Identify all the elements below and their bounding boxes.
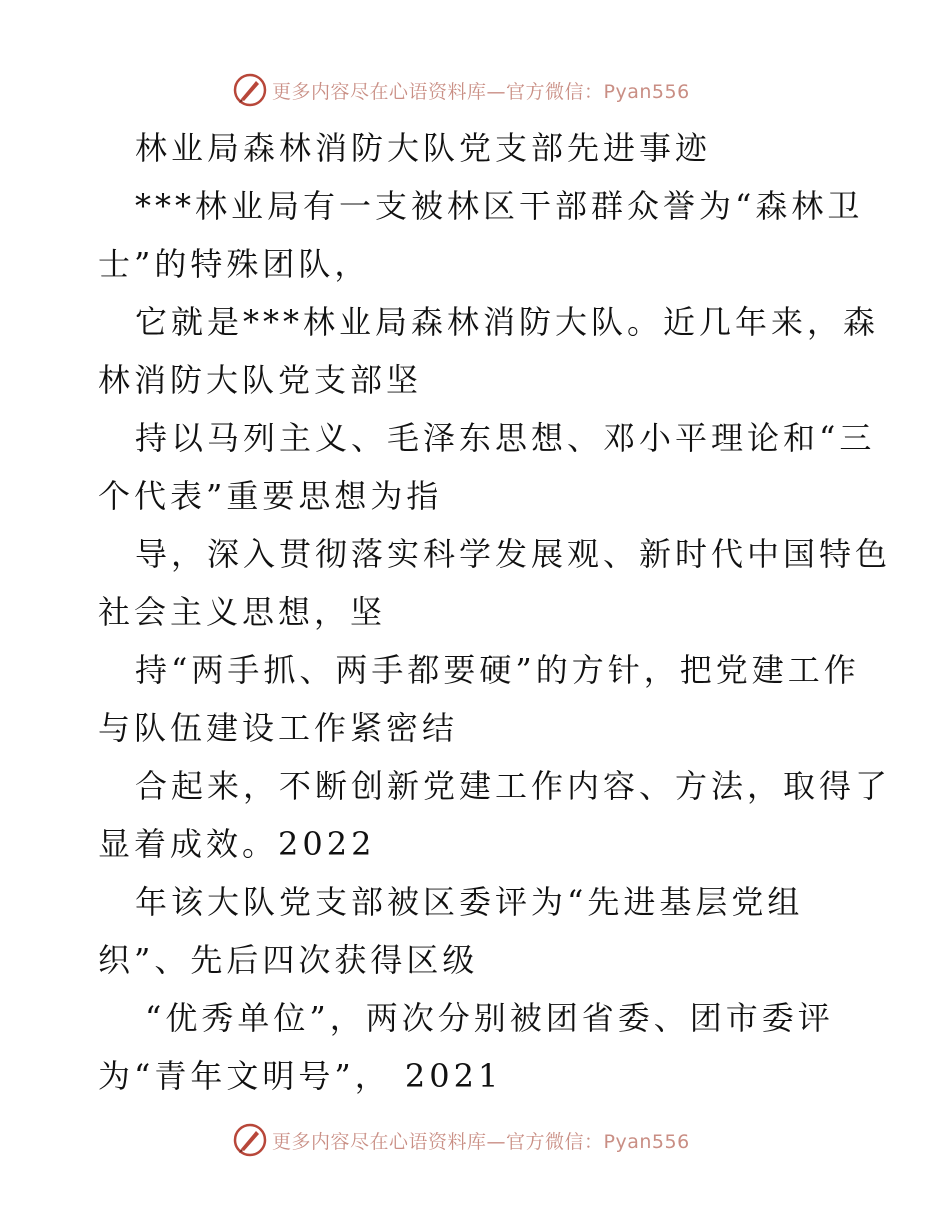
watermark-text: 更多内容尽在心语资料库—官方微信：Pyan556 (272, 80, 690, 103)
footer-watermark (232, 1120, 690, 1160)
paragraph-line: 持“两手抓、两手都要硬”的方针，把党建工作 (135, 651, 860, 689)
paragraph-line: “优秀单位”，两次分别被团省委、团市委评 (145, 999, 834, 1037)
paragraph-line: 林消防大队党支部坚 (98, 361, 423, 399)
paragraph-line: 织”、先后四次获得区级 (98, 941, 479, 979)
document-title: 林业局森林消防大队党支部先进事迹 (135, 129, 712, 167)
header-watermark (232, 70, 690, 110)
paragraph-line: 它就是***林业局森林消防大队。近几年来，森 (135, 303, 880, 341)
paragraph-line: 与队伍建设工作紧密结 (98, 709, 459, 747)
watermark-text: 更多内容尽在心语资料库—官方微信：Pyan556 (272, 1130, 690, 1153)
paragraph-line: 社会主义思想，坚 (98, 593, 387, 631)
paragraph-line: 显着成效。2022 (98, 825, 376, 863)
paragraph-line: 为“青年文明号”， 2021 (98, 1057, 503, 1095)
quill-pen-logo-icon (232, 1122, 268, 1158)
paragraph-line: 合起来，不断创新党建工作内容、方法，取得了 (135, 767, 892, 805)
paragraph-line: 个代表”重要思想为指 (98, 477, 443, 515)
quill-pen-logo-icon (232, 72, 268, 108)
paragraph-line: 持以马列主义、毛泽东思想、邓小平理论和“三 (135, 419, 876, 457)
paragraph-line: ***林业局有一支被林区干部群众誉为“森林卫 (135, 187, 864, 225)
paragraph-line: 年该大队党支部被区委评为“先进基层党组 (135, 883, 804, 921)
paragraph-line: 导，深入贯彻落实科学发展观、新时代中国特色 (135, 535, 892, 573)
paragraph-line: 士”的特殊团队， (98, 245, 371, 283)
